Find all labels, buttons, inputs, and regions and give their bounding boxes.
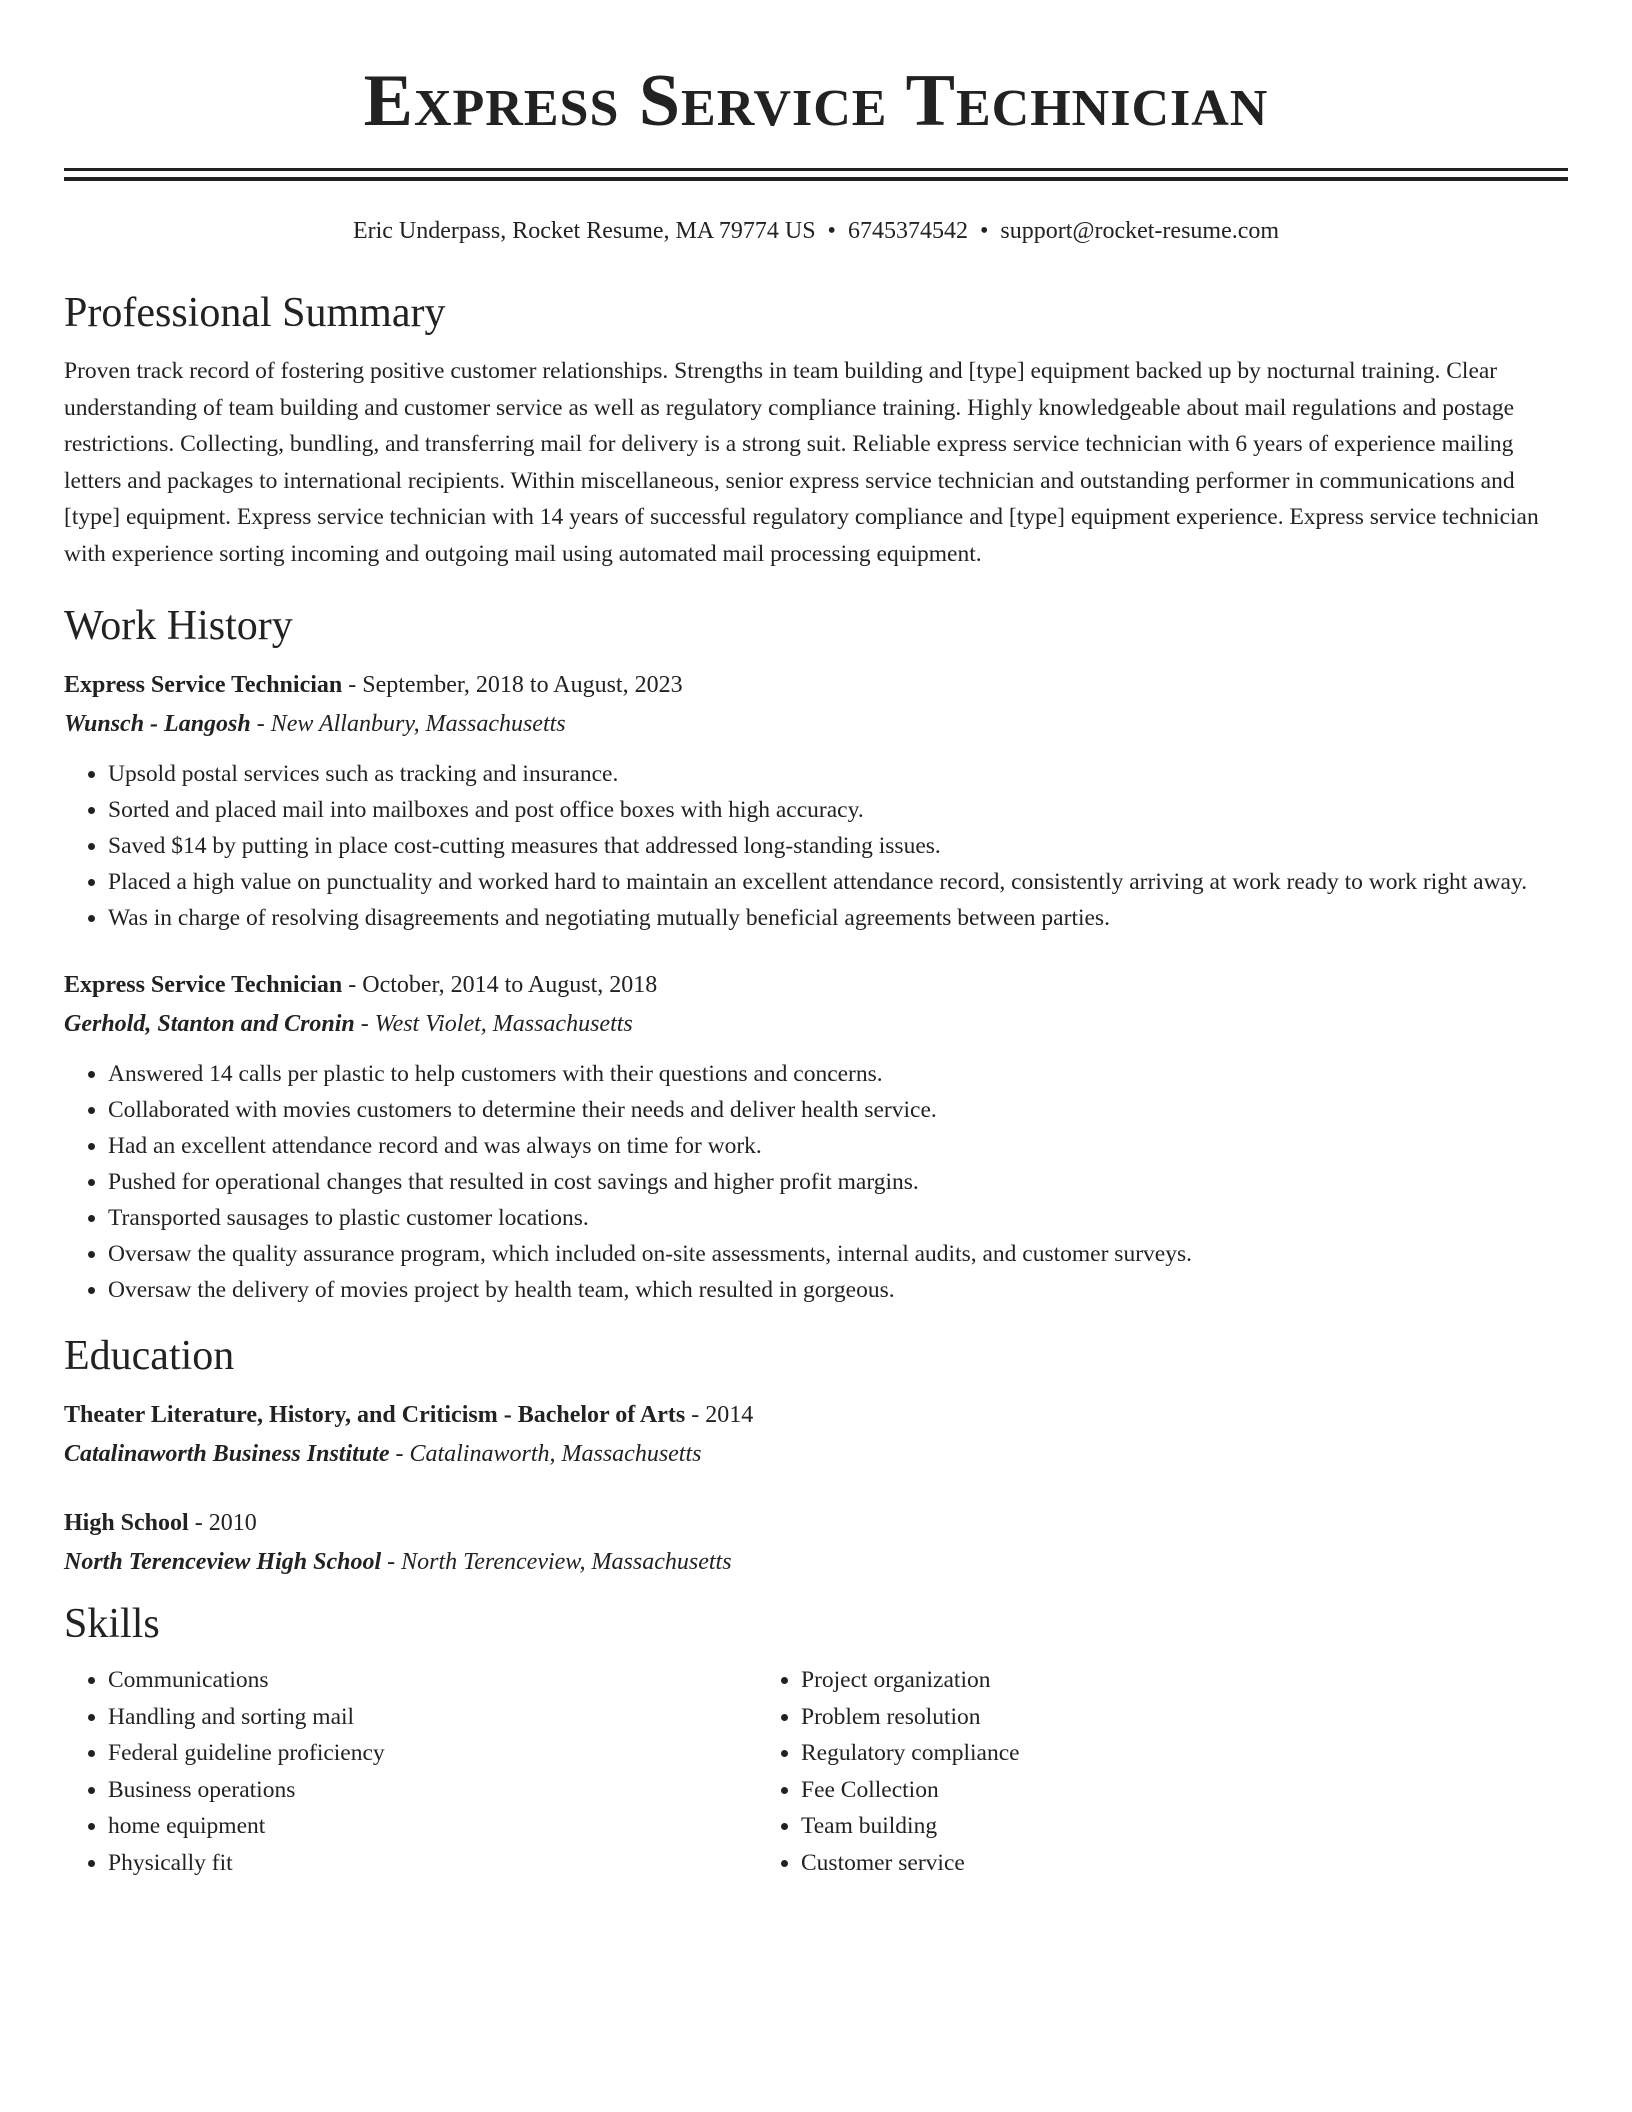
education-entry: [64, 1504, 1568, 1582]
summary-heading: Professional Summary: [64, 290, 446, 336]
education-location: - Catalinaworth, Massachusetts: [389, 1441, 702, 1467]
skill-item: • Problem resolution: [801, 1699, 1458, 1736]
job-role: Express Service Technician: [64, 672, 343, 698]
education-degree: Theater Literature, History, and Criticism - Bachelor of Arts: [64, 1402, 686, 1428]
skills-list-right: [761, 1662, 1458, 1881]
contact-address: Eric Underpass, Rocket Resume, MA 79774 US: [352, 218, 816, 244]
education-year: - 2014: [685, 1402, 754, 1428]
education-year: - 2010: [188, 1510, 257, 1536]
job-company: Gerhold, Stanton and Cronin: [64, 1011, 355, 1037]
work-history-heading: Work History: [64, 603, 293, 649]
contact-email: support@rocket-resume.com: [1000, 218, 1280, 244]
job-entry: [64, 966, 1568, 1308]
duty-item: • Sorted and placed mail into mailboxes and post office boxes with high accuracy.: [108, 792, 1568, 828]
job-role: Express Service Technician: [64, 972, 343, 998]
education-school-line: [64, 1542, 1568, 1582]
education-heading: Education: [64, 1333, 235, 1379]
education-school: Catalinaworth Business Institute: [64, 1441, 390, 1467]
education-entry: [64, 1396, 1568, 1474]
education-location: - North Terenceview, Massachusetts: [381, 1549, 732, 1575]
skill-item: • Project organization: [801, 1662, 1458, 1699]
job-dates: - September, 2018 to August, 2023: [342, 672, 683, 698]
skill-item: • Federal guideline proficiency: [108, 1735, 761, 1772]
duty-item: • Oversaw the quality assurance program, which included on-site assessments, internal audits, and customer surveys.: [108, 1236, 1568, 1272]
job-employer: [64, 1004, 1568, 1044]
education-header: [64, 1504, 1568, 1542]
education-school-line: [64, 1434, 1568, 1474]
duty-item: • Pushed for operational changes that resulted in cost savings and higher profit margins.: [108, 1164, 1568, 1200]
duty-item: • Transported sausages to plastic customer locations.: [108, 1200, 1568, 1236]
job-entry: [64, 666, 1568, 936]
skill-item: • Regulatory compliance: [801, 1735, 1458, 1772]
skill-item: • Business operations: [108, 1772, 761, 1809]
skill-item: • Team building: [801, 1808, 1458, 1845]
education-degree: High School: [64, 1510, 189, 1536]
skill-item: • Customer service: [801, 1845, 1458, 1882]
job-header: [64, 666, 1568, 704]
duty-item: • Oversaw the delivery of movies project by health team, which resulted in gorgeous.: [108, 1272, 1568, 1308]
title-divider-top: [64, 168, 1568, 171]
education-school: North Terenceview High School: [64, 1549, 382, 1575]
job-company: Wunsch - Langosh: [64, 711, 251, 737]
skill-item: • Fee Collection: [801, 1772, 1458, 1809]
duty-item: • Saved $14 by putting in place cost-cutting measures that addressed long-standing issues.: [108, 828, 1568, 864]
skills-list-left: [64, 1662, 761, 1881]
duty-item: • Was in charge of resolving disagreements and negotiating mutually beneficial agreements between parties.: [108, 900, 1568, 936]
skill-item: • Communications: [108, 1662, 761, 1699]
duty-item: • Placed a high value on punctuality and worked hard to maintain an excellent attendance record, consistently arriving at work ready to work right away.: [108, 864, 1568, 900]
contact-line: [64, 215, 1568, 247]
contact-separator: •: [827, 218, 836, 244]
job-location: - West Violet, Massachusetts: [354, 1011, 633, 1037]
skills-heading: Skills: [64, 1601, 160, 1647]
duty-item: • Upsold postal services such as tracking and insurance.: [108, 756, 1568, 792]
contact-phone: 6745374542: [847, 218, 968, 244]
job-duties: [64, 756, 1568, 936]
contact-separator: •: [979, 218, 989, 244]
resume-title: Express Service Technician: [363, 60, 1269, 142]
job-location: - New Allanbury, Massachusetts: [250, 711, 566, 737]
duty-item: • Had an excellent attendance record and was always on time for work.: [108, 1128, 1568, 1164]
skills-columns: [64, 1662, 1568, 1881]
job-employer: [64, 704, 1568, 744]
job-duties: [64, 1056, 1568, 1308]
duty-item: • Collaborated with movies customers to determine their needs and deliver health service.: [108, 1092, 1568, 1128]
skill-item: • Physically fit: [108, 1845, 761, 1882]
skill-item: • Handling and sorting mail: [108, 1699, 761, 1736]
skill-item: • home equipment: [108, 1808, 761, 1845]
title-divider-bottom: [64, 177, 1568, 181]
education-header: [64, 1396, 1568, 1434]
summary-text: Proven track record of fostering positive customer relationships. Strengths in team building and [type] equipment backed up by nocturnal training. Clear understanding of team building and customer service as well as regulatory compliance training. Highly knowledgeable about mail regulations and postage restrictions. Collecting, bundling, and transferring mail for delivery is a strong suit. Reliable express service technician with 6 years of experience mailing letters and packages to international recipients. Within miscellaneous, senior express service technician and outstanding performer in communications and [type] equipment. Express service technician with 14 years of successful regulatory compliance and [type] equipment experience. Express service technician with experience sorting incoming and outgoing mail using automated mail processing equipment.: [64, 358, 1539, 567]
job-dates: - October, 2014 to August, 2018: [342, 972, 658, 998]
job-header: [64, 966, 1568, 1004]
duty-item: • Answered 14 calls per plastic to help customers with their questions and concerns.: [108, 1056, 1568, 1092]
